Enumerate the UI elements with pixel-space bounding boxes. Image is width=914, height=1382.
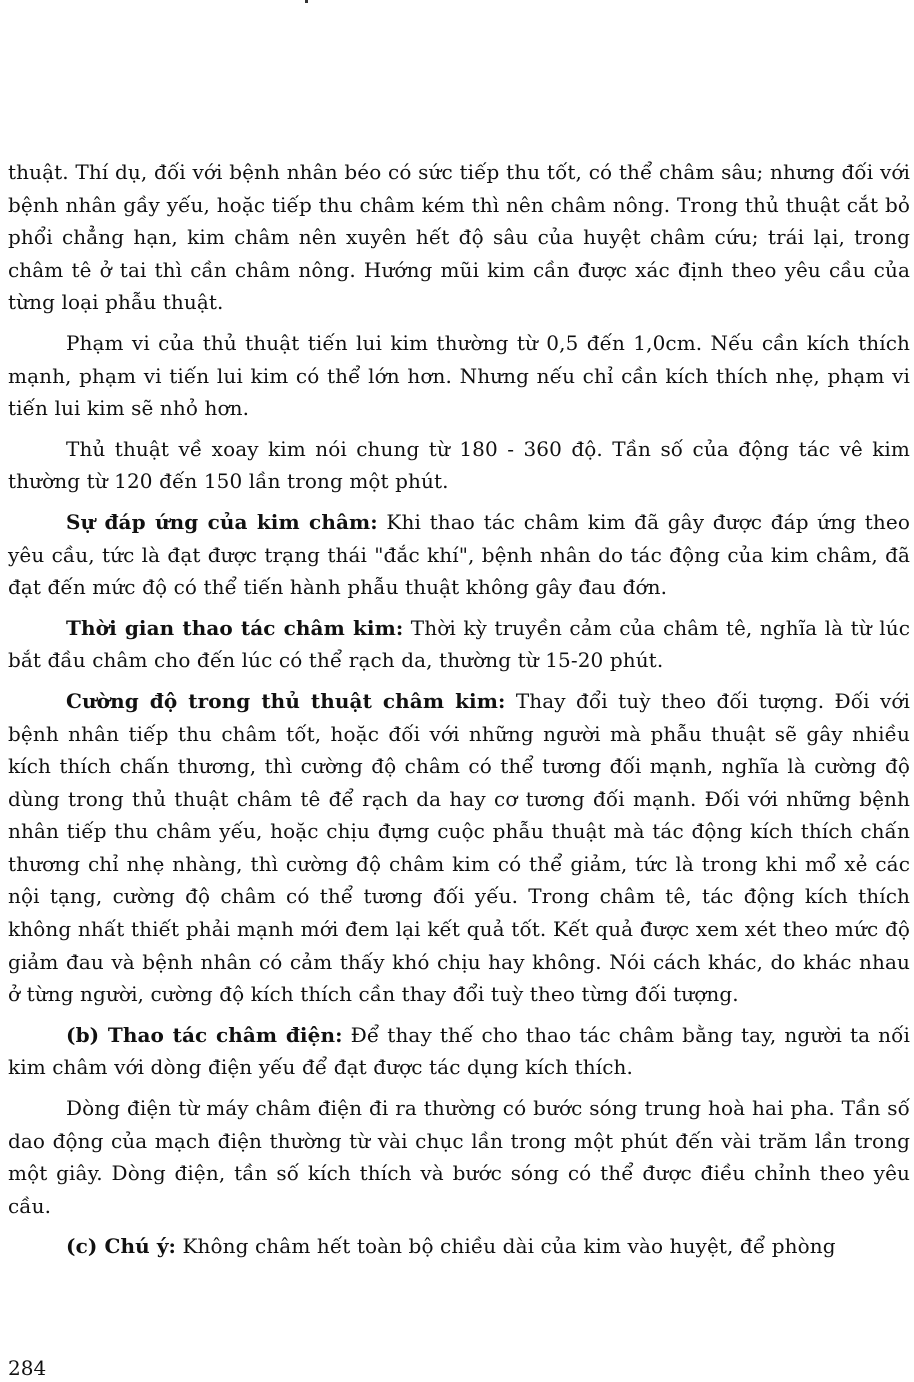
paragraph-text: Dòng điện từ máy châm điện đi ra thường có bước sóng trung hoà hai pha. Tần số dao động của mạch điện thường từ vài chục lần trong một phút đến vài trăm lần trong một giây. Dòng điện, tần số kích thích và bước sóng có thể được điều chỉnh theo yêu cầu. <box>8 1096 910 1218</box>
paragraph-text: Thủ thuật về xoay kim nói chung từ 180 - 360 độ. Tần số của động tác vê kim thường từ 120 đến 150 lần trong một phút. <box>8 436 910 494</box>
scan-speck <box>305 0 308 3</box>
paragraph <box>8 327 910 425</box>
paragraph-lead: (c) Chú ý: <box>66 1234 177 1259</box>
paragraph-text: Phạm vi của thủ thuật tiến lui kim thường từ 0,5 đến 1,0cm. Nếu cần kích thích mạnh, phạm vi tiến lui kim có thể lớn hơn. Nhưng nếu chỉ cần kích thích nhẹ, phạm vi tiến lui kim sẽ nhỏ hơn. <box>8 330 910 421</box>
paragraph-lead: Sự đáp ứng của kim châm: <box>66 509 378 534</box>
paragraph-text: Để thay thế cho thao tác châm bằng tay, người ta nối kim châm với dòng điện yếu để đạt được tác dụng kích thích. <box>8 1022 910 1080</box>
paragraph-text: Không châm hết toàn bộ chiều dài của kim vào huyệt, để phòng <box>176 1234 836 1259</box>
paragraph-lead: (b) Thao tác châm điện: <box>66 1022 343 1047</box>
paragraph <box>8 156 910 319</box>
paragraph <box>8 433 910 498</box>
paragraph-lead: Thời gian thao tác châm kim: <box>66 615 404 640</box>
body-text <box>8 156 910 1271</box>
paragraph <box>8 612 910 677</box>
page-number: 284 <box>8 1356 47 1380</box>
paragraph-text: Khi thao tác châm kim đã gây được đáp ứng theo yêu cầu, tức là đạt được trạng thái "đắc khí", bệnh nhân do tác động của kim châm, đã đạt đến mức độ có thể tiến hành phẫu thuật không gây đau đớn. <box>8 509 910 600</box>
paragraph <box>8 1019 910 1084</box>
paragraph-text: thuật. Thí dụ, đối với bệnh nhân béo có sức tiếp thu tốt, có thể châm sâu; nhưng đối với bệnh nhân gầy yếu, hoặc tiếp thu châm kém thì nên châm nông. Trong thủ thuật cắt bỏ phổi chẳng hạn, kim châm nên xuyên hết độ sâu của huyệt châm cứu; trái lại, trong châm tê ở tai thì cần châm nông. Hướng mũi kim cần được xác định theo yêu cầu của từng loại phẫu thuật. <box>8 160 910 315</box>
paragraph-text: Thay đổi tuỳ theo đối tượng. Đối với bệnh nhân tiếp thu châm tốt, hoặc đối với những người mà phẫu thuật sẽ gây nhiều kích thích chấn thương, thì cường độ châm có thể tương đối mạnh, nghĩa là cường độ dùng trong thủ thuật châm tê để rạch da hay cơ tương đối mạnh. Đối với những bệnh nhân tiếp thu châm yếu, hoặc chịu đựng cuộc phẫu thuật mà tác động kích thích chấn thương chỉ nhẹ nhàng, thì cường độ châm kim có thể giảm, tức là trong khi mổ xẻ các nội tạng, cường độ châm có thể tương đối yếu. Trong châm tê, tác động kích thích không nhất thiết phải mạnh mới đem lại kết quả tốt. Kết quả được xem xét theo mức độ giảm đau và bệnh nhân có cảm thấy khó chịu hay không. Nói cách khác, do khác nhau ở từng người, cường độ kích thích cần thay đổi tuỳ theo từng đối tượng. <box>8 688 910 1007</box>
paragraph <box>8 506 910 604</box>
paragraph-lead: Cường độ trong thủ thuật châm kim: <box>66 688 506 713</box>
paragraph <box>8 1092 910 1222</box>
paragraph <box>8 1230 910 1263</box>
paragraph <box>8 685 910 1011</box>
paragraph-text: Thời kỳ truyền cảm của châm tê, nghĩa là từ lúc bắt đầu châm cho đến lúc có thể rạch da, thường từ 15-20 phút. <box>8 615 910 673</box>
